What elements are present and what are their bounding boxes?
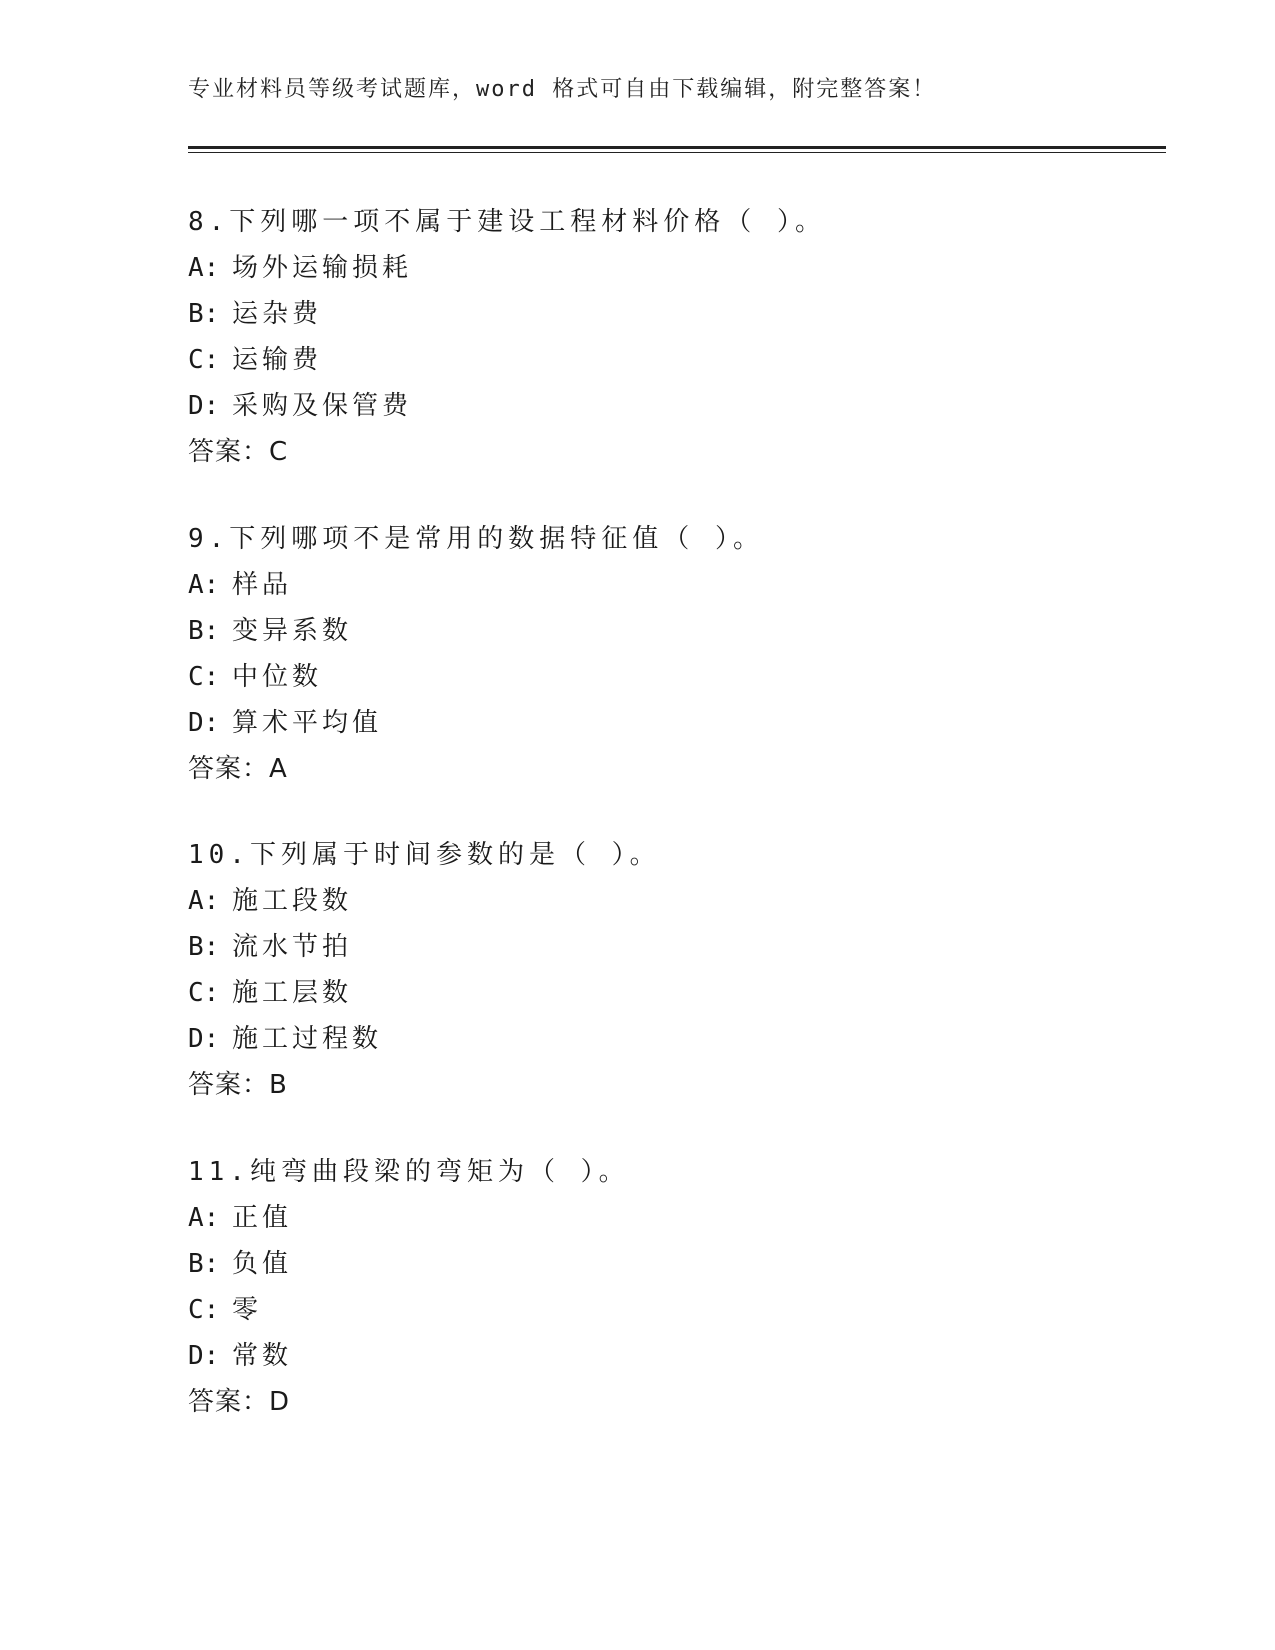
option-b	[188, 1241, 630, 1287]
option-a	[188, 1195, 630, 1241]
option-letter: B:	[188, 616, 220, 646]
option-letter: D:	[188, 708, 220, 738]
option-text: 运杂费	[232, 299, 323, 329]
option-text: 算术平均值	[232, 708, 383, 738]
option-letter: B:	[188, 1249, 220, 1279]
option-text: 施工过程数	[232, 1024, 383, 1054]
option-c	[188, 654, 764, 700]
option-letter: D:	[188, 1024, 220, 1054]
question-stem: 11.纯弯曲段梁的弯矩为（ ）。	[188, 1157, 630, 1187]
option-c	[188, 1287, 630, 1333]
header-rule-thick	[188, 146, 1166, 149]
option-text: 常数	[232, 1341, 293, 1371]
question-11	[188, 1149, 630, 1425]
option-letter: A:	[188, 570, 220, 600]
option-letter: C:	[188, 662, 220, 692]
question-stem: 8.下列哪一项不属于建设工程材料价格（ ）。	[188, 207, 826, 237]
answer-line: 答案：A	[188, 754, 288, 784]
page-header: 专业材料员等级考试题库，word 格式可自由下载编辑，附完整答案！	[188, 77, 937, 102]
option-text: 施工层数	[232, 978, 353, 1008]
option-text: 流水节拍	[232, 932, 353, 962]
option-letter: A:	[188, 886, 220, 916]
answer-line: 答案：C	[188, 437, 289, 467]
header-rule-thin	[188, 152, 1166, 153]
option-d	[188, 383, 826, 429]
option-letter: C:	[188, 978, 220, 1008]
option-text: 负值	[232, 1249, 293, 1279]
option-a	[188, 878, 661, 924]
option-letter: D:	[188, 391, 220, 421]
option-text: 场外运输损耗	[232, 253, 413, 283]
question-stem: 9.下列哪项不是常用的数据特征值（ ）。	[188, 524, 764, 554]
option-text: 采购及保管费	[232, 391, 413, 421]
option-d	[188, 700, 764, 746]
option-d	[188, 1016, 661, 1062]
option-text: 样品	[232, 570, 293, 600]
option-b	[188, 608, 764, 654]
option-text: 运输费	[232, 345, 323, 375]
answer-line: 答案：B	[188, 1070, 288, 1100]
question-9	[188, 516, 764, 792]
option-letter: C:	[188, 1295, 220, 1325]
option-b	[188, 924, 661, 970]
question-10	[188, 832, 661, 1108]
option-letter: B:	[188, 932, 220, 962]
option-letter: D:	[188, 1341, 220, 1371]
option-text: 变异系数	[232, 616, 353, 646]
option-text: 正值	[232, 1203, 293, 1233]
option-b	[188, 291, 826, 337]
question-8	[188, 199, 826, 475]
option-text: 施工段数	[232, 886, 353, 916]
option-c	[188, 337, 826, 383]
option-letter: B:	[188, 299, 220, 329]
option-a	[188, 245, 826, 291]
option-letter: C:	[188, 345, 220, 375]
answer-line: 答案：D	[188, 1387, 291, 1417]
option-letter: A:	[188, 1203, 220, 1233]
option-a	[188, 562, 764, 608]
question-stem: 10.下列属于时间参数的是（ ）。	[188, 840, 661, 870]
option-d	[188, 1333, 630, 1379]
option-text: 零	[232, 1295, 263, 1325]
option-letter: A:	[188, 253, 220, 283]
option-c	[188, 970, 661, 1016]
option-text: 中位数	[232, 662, 323, 692]
